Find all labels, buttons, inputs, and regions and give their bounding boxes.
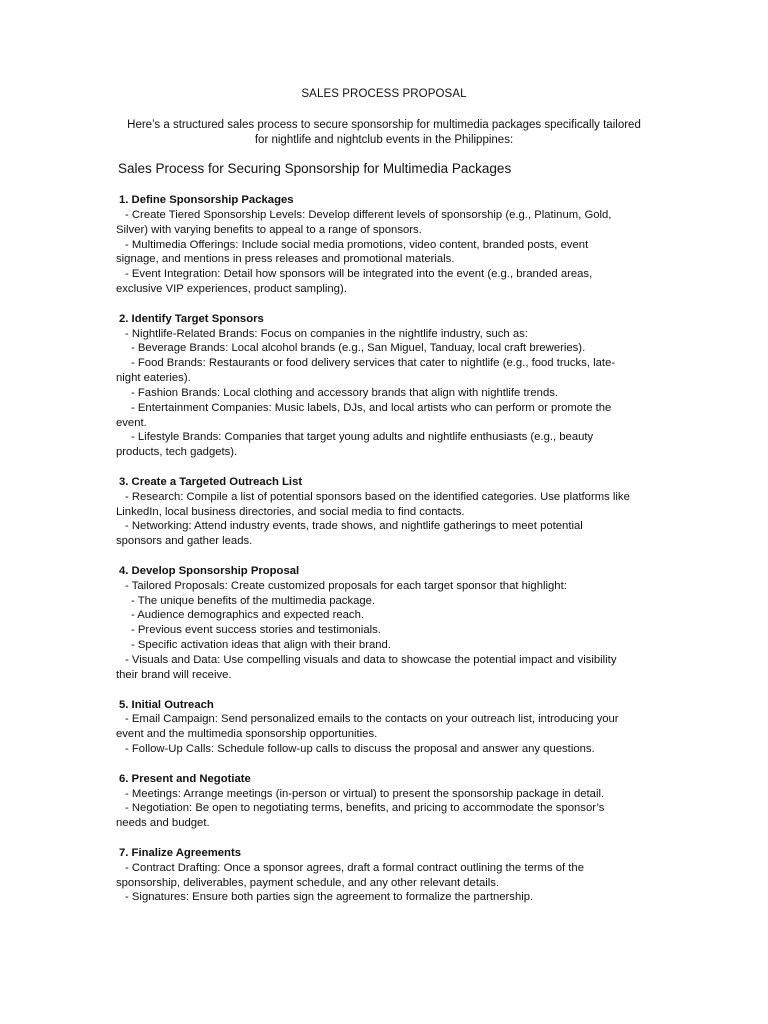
intro-paragraph (100, 118, 668, 148)
bullet-line: - Signatures: Ensure both parties sign the agreement to formalize the partnership. (125, 891, 534, 904)
bullet-line: - Research: Compile a list of potential sponsors based on the identified categories. Use platforms like (125, 490, 630, 503)
sub-bullet-line: - Lifestyle Brands: Companies that target young adults and nightlife enthusiasts (e.g., beauty (131, 431, 594, 444)
sub-bullet-line: - Food Brands: Restaurants or food delivery services that cater to nightlife (e.g., food trucks, late- (131, 357, 616, 370)
document-section (116, 698, 656, 757)
bullet-line: - Email Campaign: Send personalized emails to the contacts on your outreach list, introducing your (125, 713, 619, 726)
bullet-line: - Multimedia Offerings: Include social media promotions, video content, branded posts, event (125, 238, 589, 251)
document-body (116, 193, 656, 920)
document-title: SALES PROCESS PROPOSAL (301, 88, 467, 100)
bullet-line: - Nightlife-Related Brands: Focus on companies in the nightlife industry, such as: (125, 327, 528, 340)
continuation-line: LinkedIn, local business directories, and social media to find contacts. (116, 505, 465, 518)
section-title: 2. Identify Target Sponsors (119, 312, 264, 325)
section-title: 4. Develop Sponsorship Proposal (119, 564, 300, 577)
bullet-line: - Create Tiered Sponsorship Levels: Develop different levels of sponsorship (e.g., Platinum, Gold, (125, 208, 612, 221)
intro-line: for nightlife and nightclub events in the Philippines: (254, 134, 514, 146)
sub-bullet-line: - The unique benefits of the multimedia package. (131, 594, 376, 607)
section-title: 5. Initial Outreach (119, 698, 214, 711)
document-section (116, 564, 656, 683)
sub-bullet-line: - Fashion Brands: Local clothing and accessory brands that align with nightlife trends. (131, 386, 559, 399)
bullet-line: - Follow-Up Calls: Schedule follow-up calls to discuss the proposal and answer any questions. (125, 743, 595, 756)
document-section (116, 772, 656, 831)
sub-bullet-line: - Previous event success stories and testimonials. (131, 624, 381, 637)
document-section (116, 475, 656, 549)
bullet-line: - Contract Drafting: Once a sponsor agrees, draft a formal contract outlining the terms of the (125, 861, 584, 874)
bullet-line: - Meetings: Arrange meetings (in-person or virtual) to present the sponsorship package in detail. (125, 787, 605, 800)
section-title: 3. Create a Targeted Outreach List (119, 475, 303, 488)
continuation-line: sponsorship, deliverables, payment schedule, and any other relevant details. (116, 876, 500, 889)
continuation-line: Silver) with varying benefits to appeal to a range of sponsors. (116, 223, 422, 236)
sub-bullet-line: - Beverage Brands: Local alcohol brands (e.g., San Miguel, Tanduay, local craft breweries). (131, 342, 586, 355)
section-title: 6. Present and Negotiate (119, 772, 251, 785)
intro-line: Here’s a structured sales process to secure sponsorship for multimedia packages specifically tailored (127, 119, 641, 131)
sub-bullet-line: - Entertainment Companies: Music labels, DJs, and local artists who can perform or promote the (131, 401, 612, 414)
bullet-line: - Negotiation: Be open to negotiating terms, benefits, and pricing to accommodate the sponsor’s (125, 802, 605, 815)
document-section (116, 846, 656, 905)
bullet-line: - Networking: Attend industry events, trade shows, and nightlife gatherings to meet potential (125, 520, 583, 533)
document-section (116, 193, 656, 297)
continuation-line: night eateries). (116, 372, 191, 385)
document-section (116, 312, 656, 460)
continuation-line: signage, and mentions in press releases and promotional materials. (116, 253, 455, 266)
section-title: 7. Finalize Agreements (119, 846, 242, 859)
continuation-line: event. (116, 416, 147, 429)
bullet-line: - Tailored Proposals: Create customized proposals for each target sponsor that highlight: (125, 579, 567, 592)
sub-bullet-line: - Specific activation ideas that align with their brand. (131, 639, 391, 652)
continuation-line: products, tech gadgets). (116, 446, 238, 459)
sub-bullet-line: - Audience demographics and expected reach. (131, 609, 364, 622)
continuation-line: exclusive VIP experiences, product sampling). (116, 283, 347, 296)
continuation-line: their brand will receive. (116, 668, 232, 681)
section-title: 1. Define Sponsorship Packages (119, 194, 294, 206)
continuation-line: event and the multimedia sponsorship opportunities. (116, 728, 378, 741)
bullet-line: - Visuals and Data: Use compelling visuals and data to showcase the potential impact and visibility (125, 654, 617, 667)
section-heading: Sales Process for Securing Sponsorship for Multimedia Packages (118, 161, 512, 176)
continuation-line: sponsors and gather leads. (116, 535, 253, 548)
bullet-line: - Event Integration: Detail how sponsors will be integrated into the event (e.g., branded areas, (125, 268, 593, 281)
continuation-line: needs and budget. (116, 817, 210, 830)
